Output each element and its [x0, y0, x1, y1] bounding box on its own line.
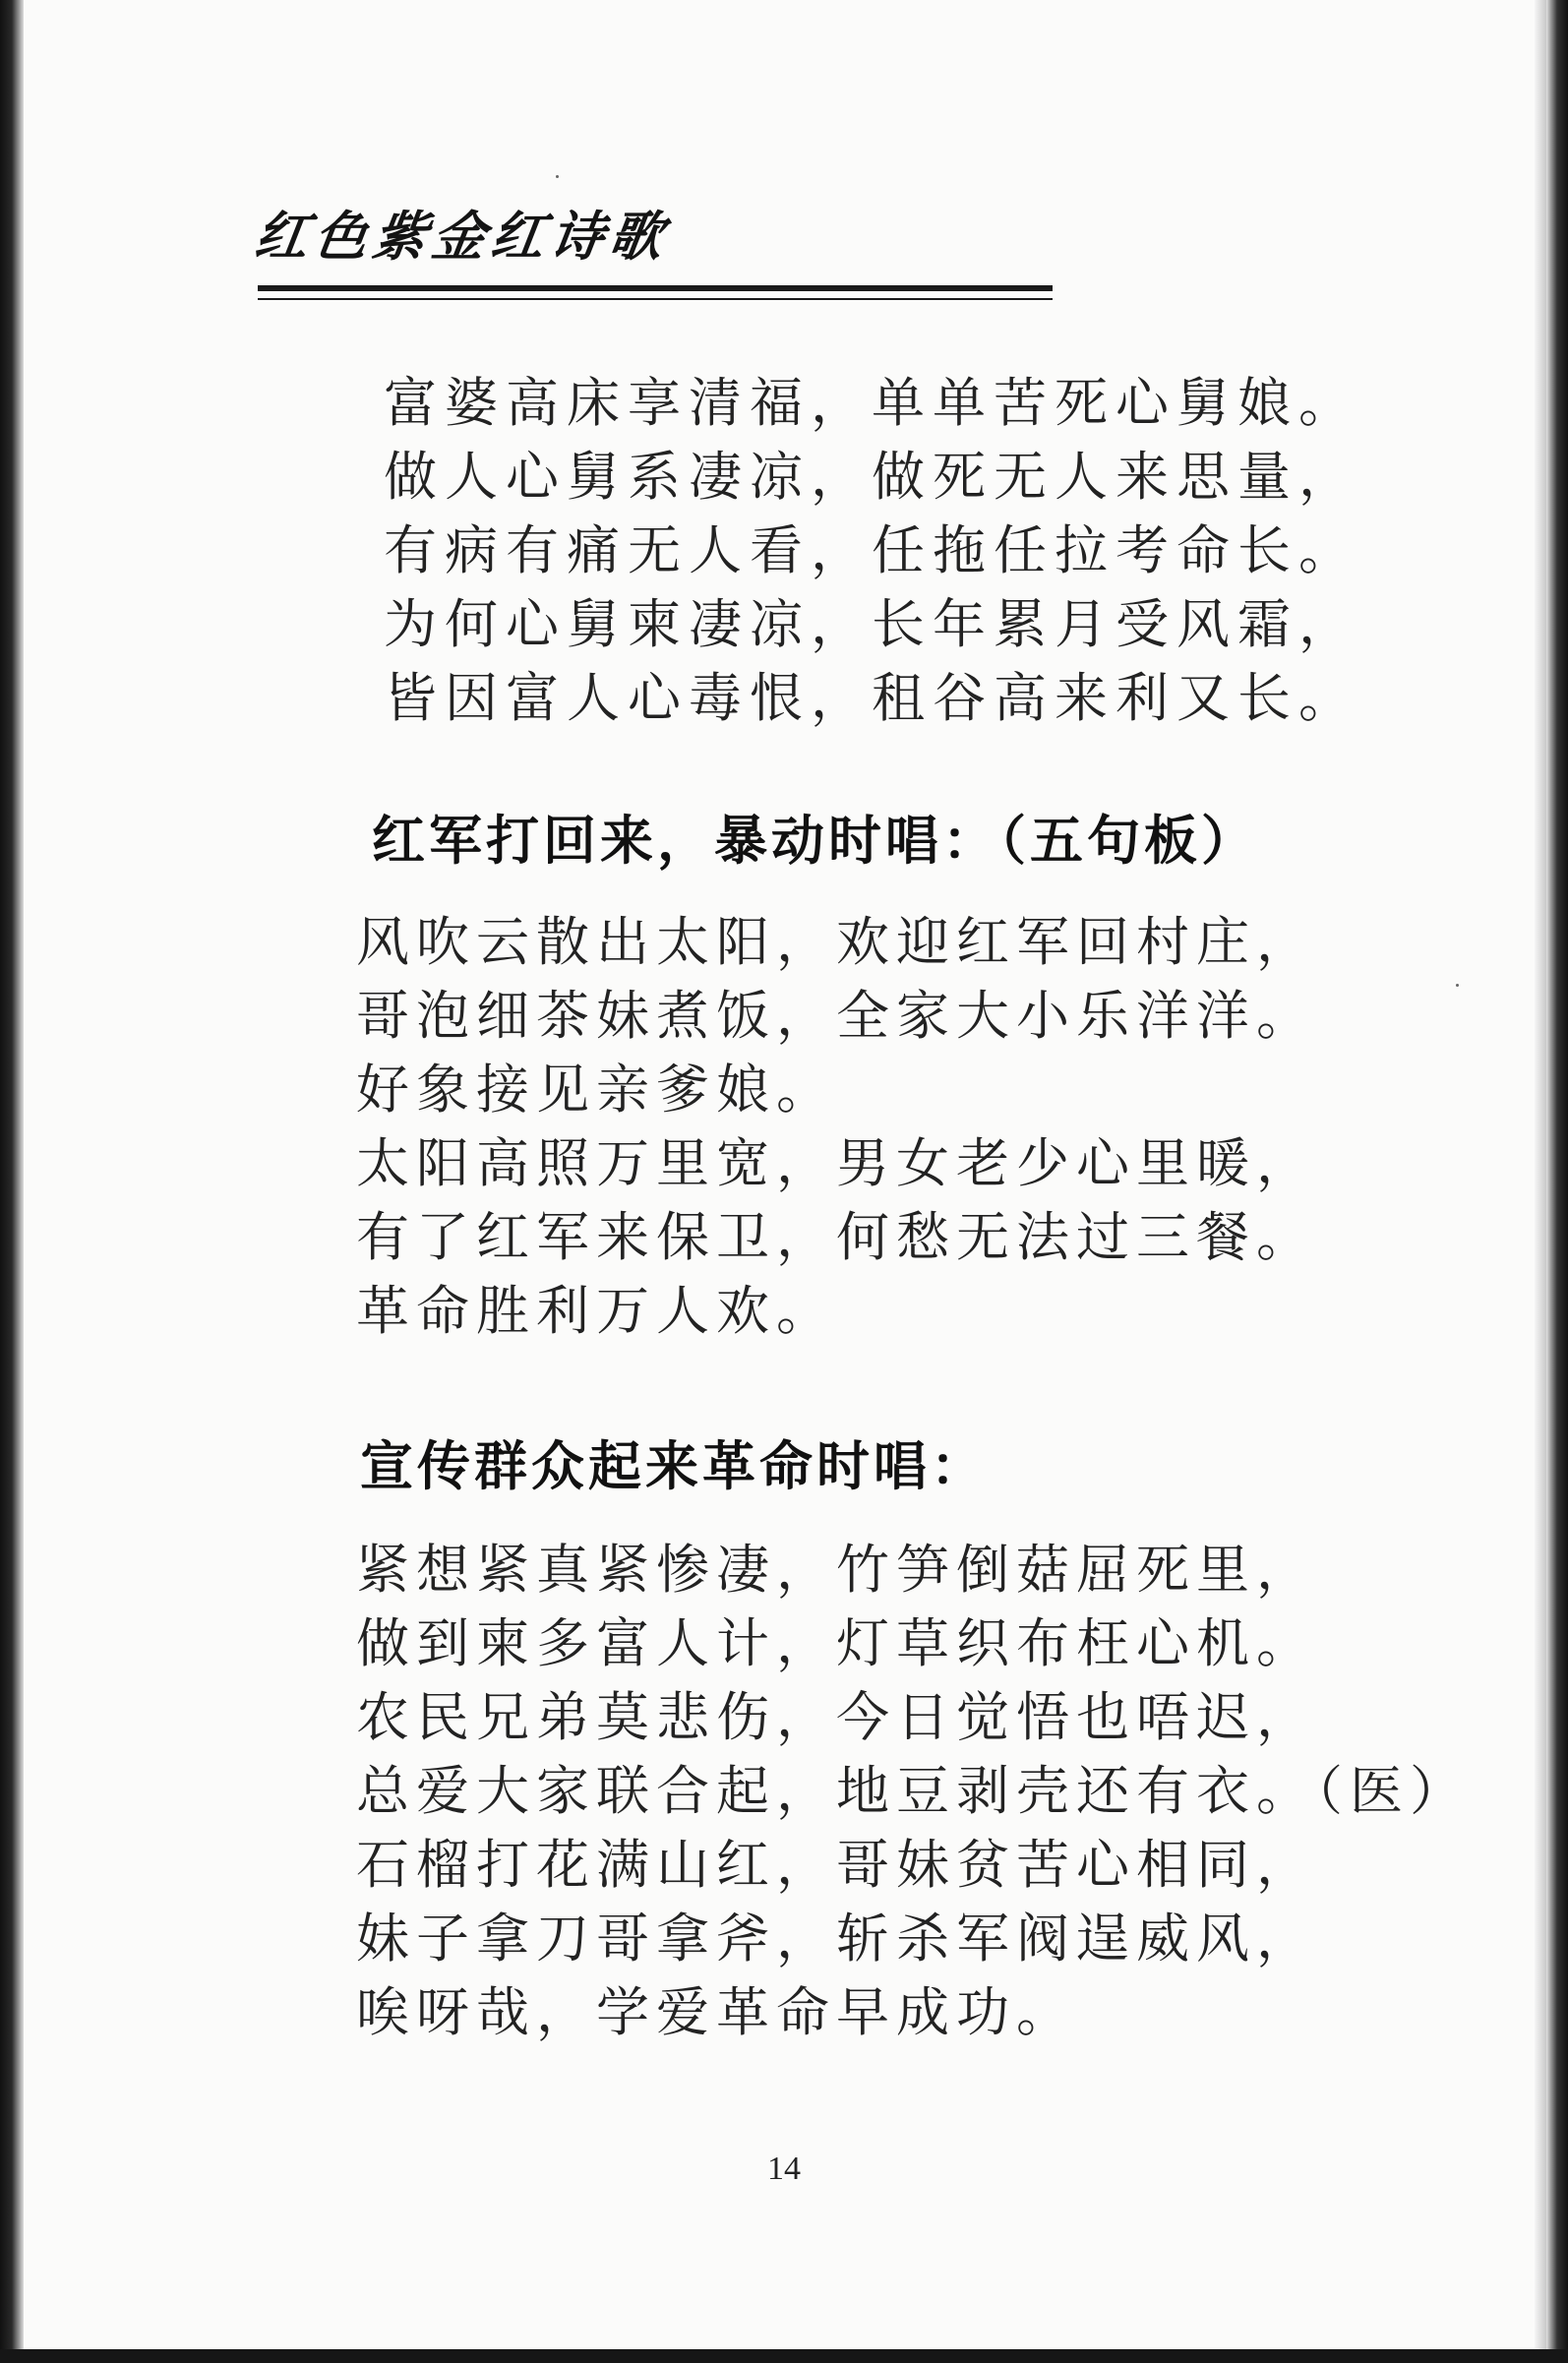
poem-line: 风吹云散出太阳，欢迎红军回村庄， [356, 911, 1316, 973]
poem-stanza-3 [356, 1533, 1470, 2049]
scan-edge-right [1546, 0, 1568, 2363]
poem-line: 太阳高照万里宽，男女老少心里暖， [356, 1132, 1316, 1194]
poem-line: 富婆高床享清福，单单苦死心舅娘。 [384, 372, 1359, 434]
poem-line: 哥泡细茶妹煮饭，全家大小乐洋洋。 [356, 985, 1316, 1047]
scan-edge-left [0, 0, 24, 2363]
poem-line: 做到柬多富人计，灯草织布枉心机。 [356, 1612, 1316, 1674]
running-header-title: 红色紫金红诗歌 [251, 205, 674, 268]
poem-line: 紧想紧真紧惨凄，竹笋倒菇屈死里， [356, 1539, 1316, 1601]
scan-edge-bottom [0, 2349, 1568, 2363]
poem-line: 好象接见亲爹娘。 [356, 1059, 836, 1121]
poem-line: 为何心舅柬凄凉，长年累月受风霜， [384, 593, 1359, 655]
poem-line: 总爱大家联合起，地豆剥壳还有衣。（医） [356, 1760, 1470, 1822]
poem-line: 有了红军来保卫，何愁无法过三餐。 [356, 1206, 1316, 1268]
page-number: 14 [767, 2151, 801, 2187]
poem-line: 有病有痛无人看，任拖任拉考命长。 [384, 519, 1359, 581]
section-heading-mobilize-masses: 宣传群众起来革命时唱： [360, 1435, 988, 1497]
dust-speck [1456, 984, 1459, 987]
poem-line: 农民兄弟莫悲伤，今日觉悟也唔迟， [356, 1686, 1316, 1748]
poem-stanza-1 [384, 366, 1359, 735]
header-rule-thick [258, 285, 1053, 291]
poem-line: 革命胜利万人欢。 [356, 1280, 836, 1342]
dust-speck [556, 175, 559, 178]
poem-line: 唉呀哉，学爱革命早成功。 [356, 1981, 1076, 2043]
poem-line: 做人心舅系凄凉，做死无人来思量， [384, 446, 1359, 508]
section-heading-red-army: 红军打回来，暴动时唱：（五句板） [372, 810, 1258, 872]
poem-line: 石榴打花满山红，哥妹贫苦心相同， [356, 1834, 1316, 1896]
poem-line: 皆因富人心毒恨，租谷高来利又长。 [384, 667, 1359, 729]
poem-line: 妹子拿刀哥拿斧，斩杀军阀逞威风， [356, 1908, 1316, 1969]
header-rule-thin [258, 298, 1053, 300]
scan-edge-right-shadow [1535, 0, 1546, 2363]
poem-stanza-2 [356, 905, 1316, 1348]
